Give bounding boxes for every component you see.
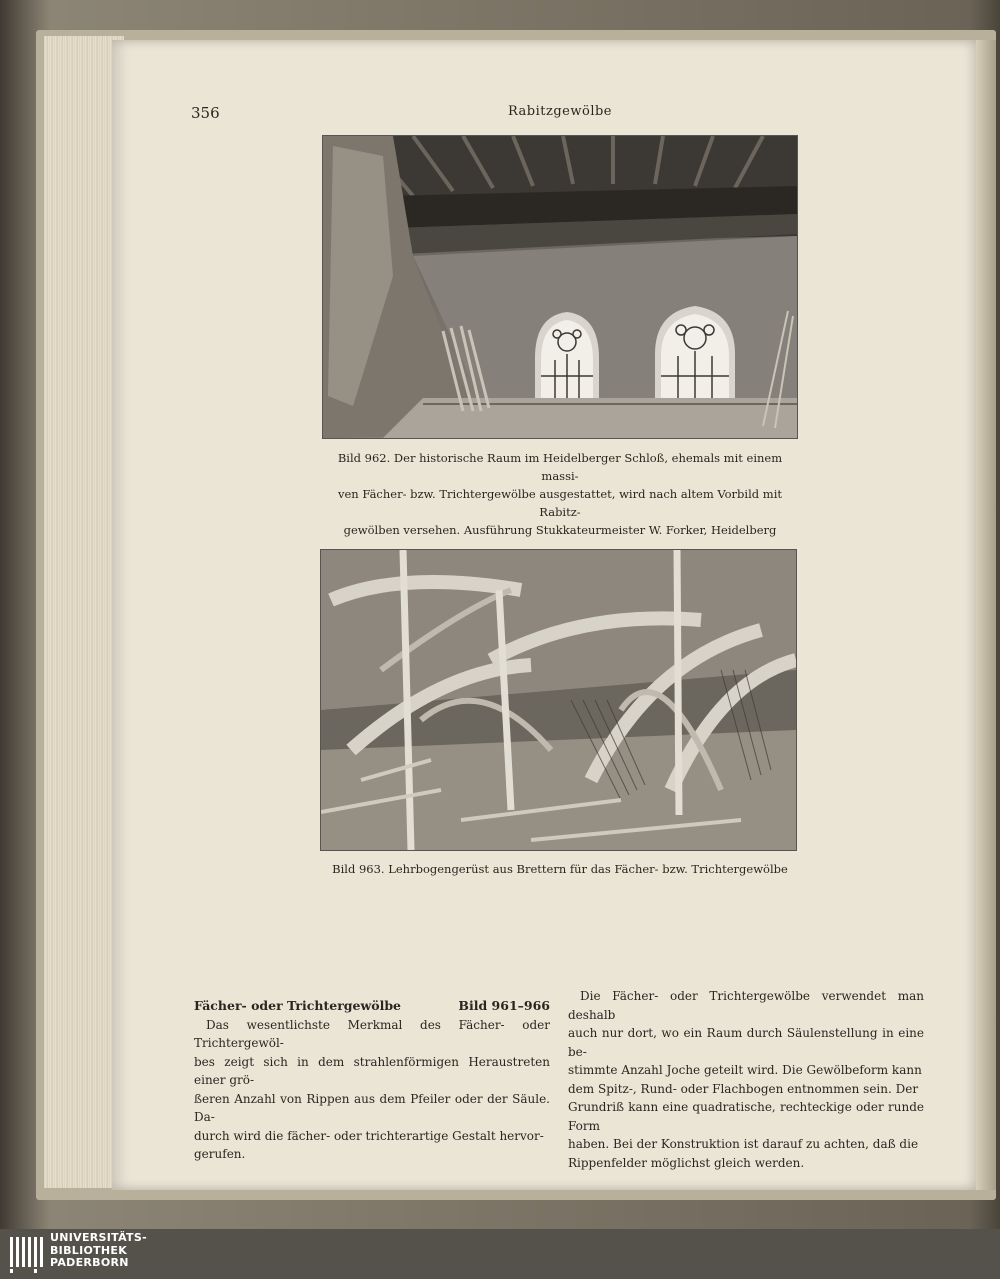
caption-line: Bild 962. Der historische Raum im Heidelberger Schloß, ehemals mit einem massi- [337, 451, 783, 483]
running-head: Rabitzgewölbe [507, 104, 613, 119]
text-line: Das wesentlichste Merkmal des Fächer- oder Trichtergewöl- [194, 1017, 550, 1050]
text-line: gerufen. [194, 1147, 246, 1161]
text-line: Rippenfelder möglichst gleich werden. [568, 1155, 805, 1170]
text-line: auch nur dort, wo ein Raum durch Säulenstellung in eine be- [568, 1026, 924, 1059]
library-footer [0, 1229, 1000, 1279]
library-logo-text [50, 1232, 147, 1270]
section-heading [194, 997, 550, 1016]
caption-bild-962 [320, 449, 800, 539]
text-line: ßeren Anzahl von Rippen aus dem Pfeiler oder der Säule. Da- [194, 1091, 550, 1124]
text-line: stimmte Anzahl Joche geteilt wird. Die Gewölbeform kann [568, 1063, 922, 1077]
text-line: Die Fächer- oder Trichtergewölbe verwendet man deshalb [568, 989, 924, 1022]
text-column-right [568, 987, 924, 1172]
logo-line: UNIVERSITÄTS- [50, 1231, 147, 1244]
text-line: dem Spitz-, Rund- oder Flachbogen entnommen sein. Der [568, 1081, 919, 1096]
caption-bild-963 [300, 860, 820, 878]
logo-line: PADERBORN [50, 1256, 129, 1269]
caption-line: ven Fächer- bzw. Trichtergewölbe ausgestattet, wird nach altem Vorbild mit Rabitz- [338, 487, 782, 519]
text-line: durch wird die fächer- oder trichterartige Gestalt hervor- [194, 1128, 544, 1143]
library-logo-icon [10, 1237, 44, 1273]
photo-scaffold [320, 549, 797, 851]
caption-line: gewölben versehen. Ausführung Stukkateurmeister W. Forker, Heidelberg [343, 523, 777, 537]
text-line: haben. Bei der Konstruktion ist darauf zu achten, daß die [568, 1137, 919, 1151]
section-figure-ref: Bild 961–966 [458, 998, 550, 1013]
logo-line: BIBLIOTHEK [50, 1243, 128, 1257]
caption-line: Bild 963. Lehrbogengerüst aus Brettern für das Fächer- bzw. Trichtergewölbe [332, 862, 788, 876]
text-column-left [194, 997, 550, 1164]
page-number: 356 [191, 104, 220, 122]
right-binding [976, 40, 996, 1190]
section-title: Fächer- oder Trichtergewölbe [194, 998, 402, 1013]
text-line: Grundriß kann eine quadratische, rechteckige oder runde Form [568, 1100, 924, 1133]
text-line: bes zeigt sich in dem strahlenförmigen Heraustreten einer grö- [194, 1054, 550, 1087]
photo-historic-room [322, 135, 798, 439]
